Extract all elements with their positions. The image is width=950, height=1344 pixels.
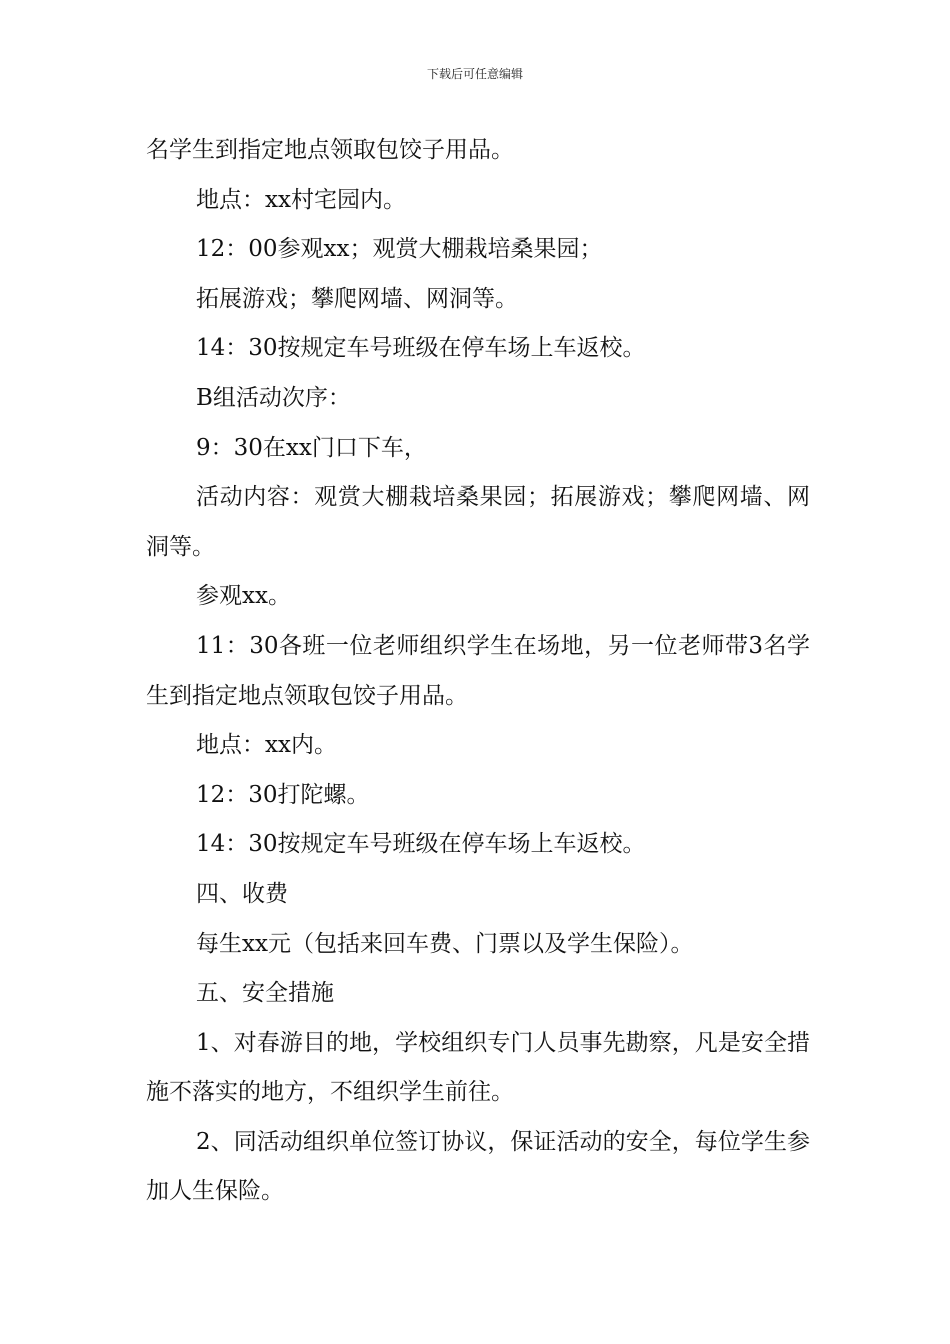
paragraph-location-a: 地点：xx村宅园内。 xyxy=(196,186,406,213)
paragraph-fee-detail: 每生xx元（包括来回车费、门票以及学生保险）。 xyxy=(196,930,694,957)
paragraph-activity-content: 活动内容：观赏大棚栽培桑果园；拓展游戏；攀爬网墙、网洞等。 xyxy=(146,484,810,560)
document-body xyxy=(146,126,810,1217)
section-heading-safety: 五、安全措施 xyxy=(196,980,334,1007)
paragraph-games: 拓展游戏；攀爬网墙、网洞等。 xyxy=(196,285,518,312)
paragraph-safety-1: 1、对春游目的地，学校组织专门人员事先勘察，凡是安全措施不落实的地方，不组织学生前往。 xyxy=(146,1029,810,1106)
paragraph-time-1230: 12：30打陀螺。 xyxy=(196,781,370,808)
paragraph-time-1200: 12：00参观xx；观赏大棚栽培桑果园； xyxy=(196,236,603,263)
paragraph-safety-2: 2、同活动组织单位签订协议，保证活动的安全，每位学生参加人生保险。 xyxy=(146,1128,810,1205)
paragraph-time-0930: 9：30在xx门口下车， xyxy=(196,434,427,461)
paragraph-location-b: 地点：xx内。 xyxy=(196,732,337,759)
paragraph-return-b: 14：30按规定车号班级在停车场上车返校。 xyxy=(196,831,646,858)
paragraph-return-a: 14：30按规定车号班级在停车场上车返校。 xyxy=(196,335,646,362)
paragraph-continuation: 名学生到指定地点领取包饺子用品。 xyxy=(146,137,514,163)
page-header: 下载后可任意编辑 xyxy=(426,67,523,81)
paragraph-group-b-heading: B组活动次序： xyxy=(196,384,351,411)
paragraph-visit: 参观xx。 xyxy=(196,583,291,610)
section-heading-fees: 四、收费 xyxy=(196,880,288,907)
paragraph-time-1130: 11：30各班一位老师组织学生在场地，另一位老师带3名学生到指定地点领取包饺子用品。 xyxy=(146,632,810,709)
